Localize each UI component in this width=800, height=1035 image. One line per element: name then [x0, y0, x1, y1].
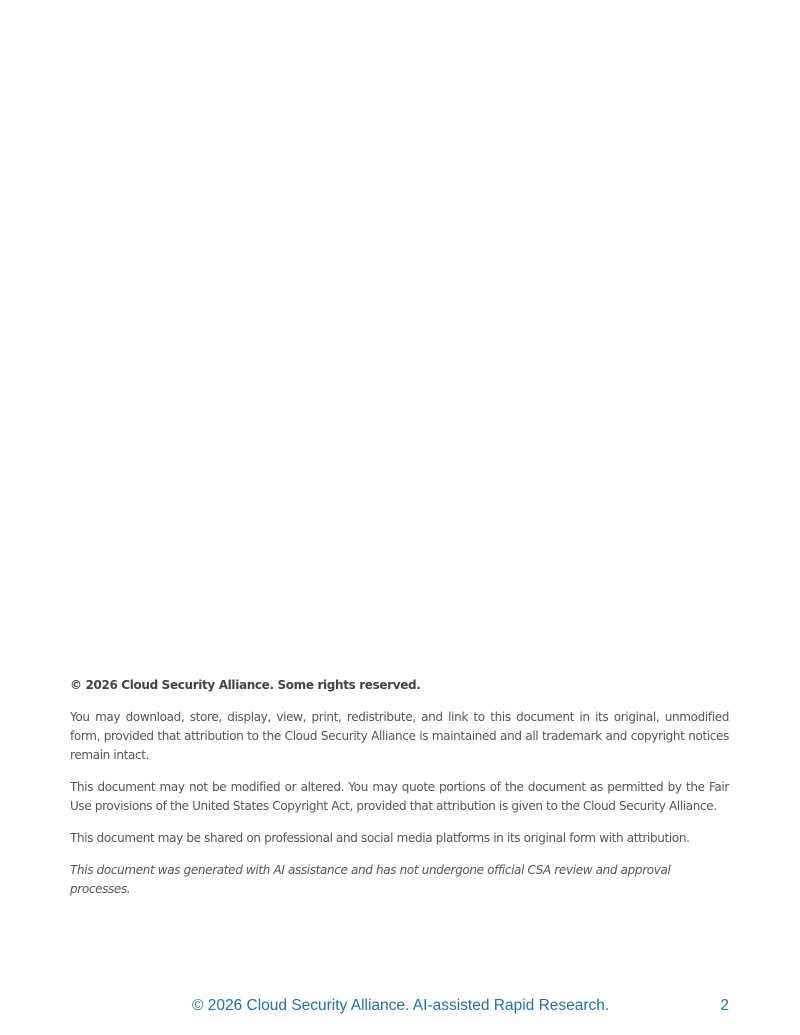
- footer-text: © 2026 Cloud Security Alliance. AI-assisted Rapid Research.: [192, 997, 610, 1014]
- usage-rights-paragraph: You may download, store, display, view, print, redistribute, and link to this document in its original, unmodified form, provided that attribution to the Cloud Security Alliance is maintained and all trademark and copyright notices remain intact.: [70, 710, 729, 762]
- sharing-paragraph: This document may be shared on professional and social media platforms in its original form with attribution.: [70, 831, 690, 845]
- copyright-heading: © 2026 Cloud Security Alliance. Some rights reserved.: [70, 678, 421, 692]
- page-number: 2: [720, 997, 729, 1014]
- page-footer: [0, 997, 800, 1019]
- modification-paragraph: This document may not be modified or altered. You may quote portions of the document as permitted by the Fair Use provisions of the United States Copyright Act, provided that attribution is given to the Cloud Security Alliance.: [70, 780, 729, 813]
- copyright-notice: [70, 676, 729, 912]
- ai-assistance-note: This document was generated with AI assistance and has not undergone official CSA review and approval processes.: [70, 863, 671, 896]
